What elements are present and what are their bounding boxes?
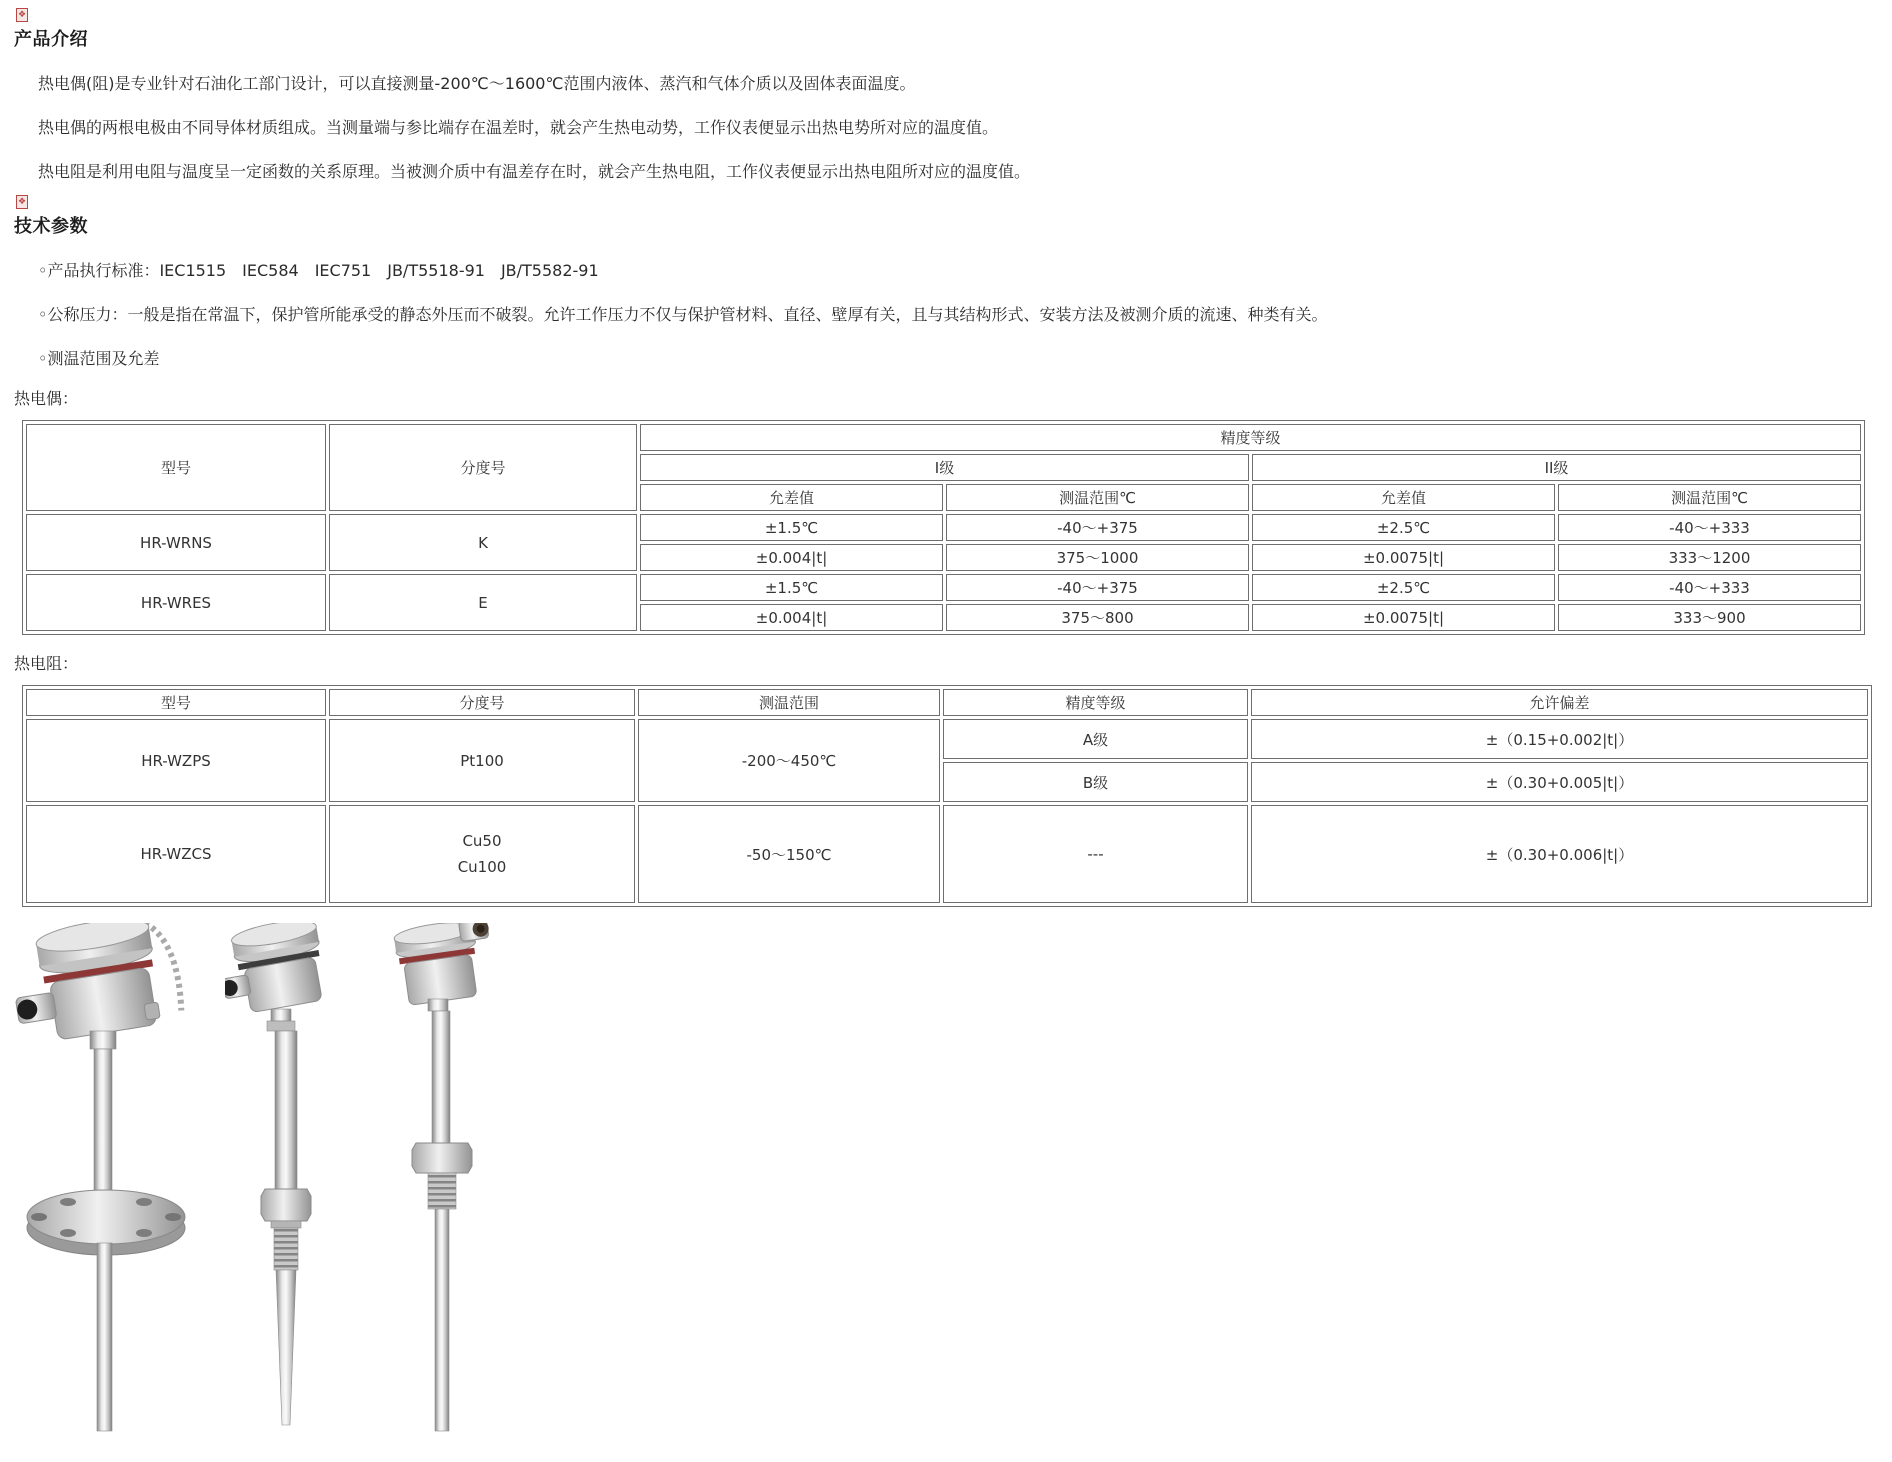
grade-cell: B级: [943, 762, 1248, 802]
tolerance-cell: ±0.0075|t|: [1252, 604, 1555, 631]
tolerance-cell: ±0.0075|t|: [1252, 544, 1555, 571]
table-row: [26, 689, 1868, 716]
col-header-tolerance: 允差值: [1252, 484, 1555, 511]
table-row: [26, 574, 1861, 601]
range-cell: -40～+375: [946, 514, 1249, 541]
table-row: [26, 805, 1868, 903]
intro-heading: 产品介绍: [14, 29, 88, 50]
intro-paragraph: 热电阻是利用电阻与温度呈一定函数的关系原理。当被测介质中有温差存在时，就会产生热电阻，工作仪表便显示出热电阻所对应的温度值。: [38, 162, 1031, 181]
grade-cell: ---: [943, 805, 1248, 903]
range-cell: -40～+375: [946, 574, 1249, 601]
graduation-cell: [329, 805, 635, 903]
range-cell: 333～1200: [1558, 544, 1861, 571]
col-header-tolerance: 允差值: [640, 484, 943, 511]
rtd-table-label: 热电阻：: [14, 654, 79, 673]
model-cell: HR-WZCS: [26, 805, 326, 903]
col-header-model: 型号: [26, 424, 326, 511]
tech-bullet-standards: ◦产品执行标准：IEC1515 IEC584 IEC751 JB/T5518-91 JB/T5582-91: [38, 261, 599, 280]
table-row: [26, 424, 1861, 451]
tolerance-cell: ±2.5℃: [1252, 514, 1555, 541]
deviation-cell: ±（0.30+0.006|t|）: [1251, 805, 1868, 903]
col-header-model: 型号: [26, 689, 326, 716]
col-header-range: 测温范围℃: [1558, 484, 1861, 511]
table-row: [26, 719, 1868, 759]
tech-bullet-range: ◦测温范围及允差: [38, 349, 160, 368]
col-header-deviation: 允许偏差: [1251, 689, 1868, 716]
col-header-grade1: I级: [640, 454, 1249, 481]
product-photo-straight-sensor: [390, 923, 495, 1435]
graduation-line: Cu50: [462, 832, 502, 850]
range-cell: -50～150℃: [638, 805, 940, 903]
intro-paragraph: 热电偶(阻)是专业针对石油化工部门设计，可以直接测量-200℃～1600℃范围内液体、蒸汽和气体介质以及固体表面温度。: [38, 74, 916, 93]
tolerance-cell: ±0.004|t|: [640, 604, 943, 631]
product-photo-flange-sensor: [14, 923, 189, 1435]
rtd-table: [22, 685, 1872, 907]
tolerance-cell: ±2.5℃: [1252, 574, 1555, 601]
graduation-cell: K: [329, 514, 637, 571]
section-marker-icon: ❖: [17, 197, 27, 207]
product-photos: [14, 923, 1892, 1435]
range-cell: -40～+333: [1558, 514, 1861, 541]
range-cell: -200～450℃: [638, 719, 940, 802]
tolerance-cell: ±1.5℃: [640, 574, 943, 601]
range-cell: 375～800: [946, 604, 1249, 631]
table-row: [26, 514, 1861, 541]
thermocouple-table: [22, 420, 1865, 635]
thermocouple-table-label: 热电偶：: [14, 389, 79, 408]
section-marker-row: [14, 8, 1892, 27]
col-header-range: 测温范围: [638, 689, 940, 716]
col-header-grade2: II级: [1252, 454, 1861, 481]
col-header-graduation: 分度号: [329, 424, 637, 511]
deviation-cell: ±（0.30+0.005|t|）: [1251, 762, 1868, 802]
tech-bullet-pressure: ◦公称压力：一般是指在常温下，保护管所能承受的静态外压而不破裂。允许工作压力不仅与保护管材料、直径、壁厚有关，且与其结构形式、安装方法及被测介质的流速、种类有关。: [38, 305, 1328, 324]
graduation-cell: Pt100: [329, 719, 635, 802]
graduation-line: Cu100: [457, 858, 507, 876]
section-marker-icon: ❖: [17, 10, 27, 20]
intro-paragraph: 热电偶的两根电极由不同导体材质组成。当测量端与参比端存在温差时，就会产生热电动势，工作仪表便显示出热电势所对应的温度值。: [38, 118, 999, 137]
tech-heading: 技术参数: [14, 216, 88, 237]
model-cell: HR-WRNS: [26, 514, 326, 571]
range-cell: 375～1000: [946, 544, 1249, 571]
col-header-range: 测温范围℃: [946, 484, 1249, 511]
col-header-accuracy: 精度等级: [943, 689, 1248, 716]
model-cell: HR-WZPS: [26, 719, 326, 802]
product-photo-tapered-sensor: [225, 923, 330, 1435]
col-header-graduation: 分度号: [329, 689, 635, 716]
col-header-accuracy: 精度等级: [640, 424, 1861, 451]
deviation-cell: ±（0.15+0.002|t|）: [1251, 719, 1868, 759]
tolerance-cell: ±1.5℃: [640, 514, 943, 541]
graduation-cell: E: [329, 574, 637, 631]
section-marker-row: [14, 195, 1892, 214]
tolerance-cell: ±0.004|t|: [640, 544, 943, 571]
model-cell: HR-WRES: [26, 574, 326, 631]
grade-cell: A级: [943, 719, 1248, 759]
range-cell: -40～+333: [1558, 574, 1861, 601]
range-cell: 333～900: [1558, 604, 1861, 631]
